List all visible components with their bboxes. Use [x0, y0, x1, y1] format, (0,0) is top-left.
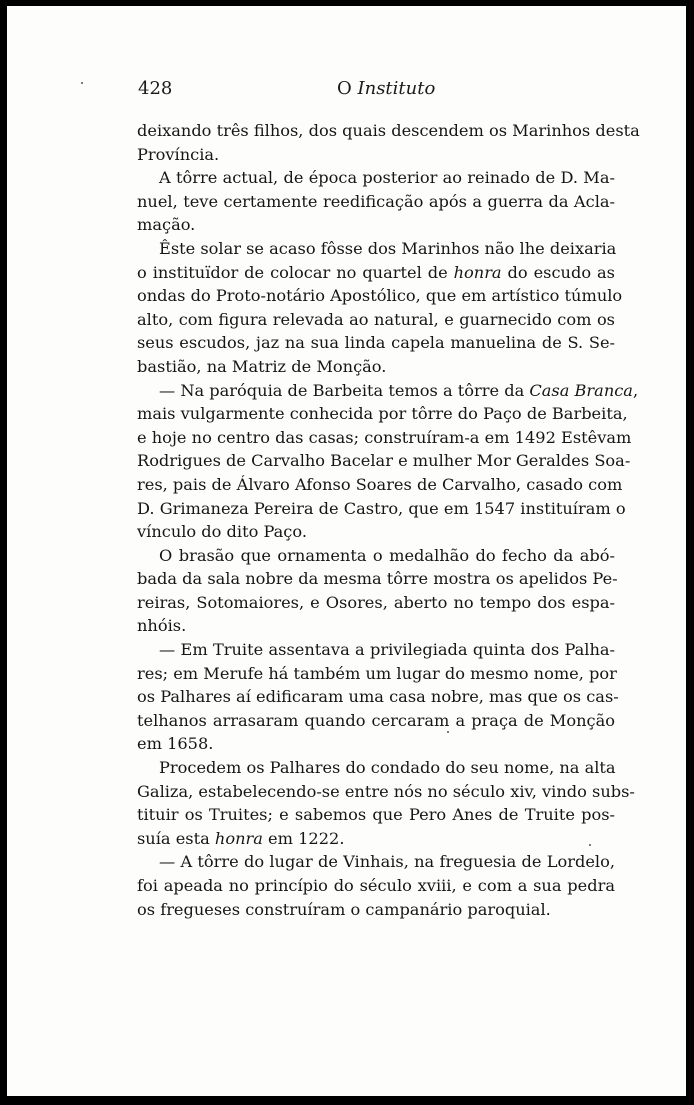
- paragraph: [137, 119, 640, 166]
- text-line: suía esta honra em 1222.: [137, 828, 345, 848]
- text-line: foi apeada no princípio do século xviii, e com a sua pedra: [137, 876, 615, 895]
- text-line: nhóis.: [137, 616, 187, 636]
- text-line: alto, com figura relevada ao natural, e guarnecido com os: [137, 309, 615, 329]
- page-header: [7, 78, 686, 106]
- text-line: — Na paróquia de Barbeita temos a tôrre da Casa Branca,: [159, 380, 639, 400]
- paragraph: [137, 756, 635, 850]
- paragraph: [137, 544, 618, 638]
- body-text: [137, 119, 640, 921]
- text-line: os Palhares aí edificaram uma casa nobre, mas que os cas-: [137, 687, 619, 707]
- text-line: Procedem os Palhares do condado do seu nome, na alta: [159, 758, 616, 778]
- scan-speck: [589, 844, 591, 846]
- text-line: deixando três filhos, dos quais descendem os Marinhos desta: [137, 121, 640, 140]
- text-line: reiras, Sotomaiores, e Osores, aberto no tempo dos espa-: [137, 592, 615, 612]
- text-line: telhanos arrasaram quando cercaram a praça de Monção: [137, 710, 615, 730]
- text-line: — A tôrre do lugar de Vinhais, na freguesia de Lordelo,: [159, 852, 615, 872]
- text-line: A tôrre actual, de época posterior ao reinado de D. Ma-: [159, 168, 615, 188]
- document-page: [7, 6, 686, 1096]
- text-line: em 1658.: [137, 734, 214, 754]
- paragraph: [137, 379, 639, 544]
- text-line: mais vulgarmente conhecida por tôrre do Paço de Barbeita,: [137, 404, 628, 424]
- text-line: res, pais de Álvaro Afonso Soares de Carvalho, casado com: [137, 474, 623, 494]
- text-line: bastião, na Matriz de Monção.: [137, 356, 387, 376]
- text-line: Rodrigues de Carvalho Bacelar e mulher Mor Geraldes Soa-: [137, 451, 631, 471]
- text-line: O brasão que ornamenta o medalhão do fecho da abó-: [159, 545, 615, 565]
- text-line: Galiza, estabelecendo-se entre nós no século xiv, vindo subs-: [137, 781, 635, 801]
- paragraph: [137, 850, 615, 921]
- text-line: seus escudos, jaz na sua linda capela manuelina de S. Se-: [137, 333, 615, 353]
- paragraph: [137, 638, 619, 756]
- paragraph: [137, 166, 615, 237]
- text-line: — Em Truite assentava a privilegiada quinta dos Palha-: [159, 640, 615, 660]
- text-line: Província.: [137, 144, 220, 164]
- running-title: O Instituto: [337, 78, 436, 99]
- text-line: o instituïdor de colocar no quartel de honra do escudo as: [137, 262, 615, 282]
- text-line: nuel, teve certamente reedificação após a guerra da Acla-: [137, 191, 615, 211]
- scan-speck: [447, 731, 449, 733]
- text-line: Êste solar se acaso fôsse dos Marinhos não lhe deixaria: [159, 238, 617, 258]
- text-line: mação.: [137, 215, 196, 235]
- text-line: os fregueses construíram o campanário paroquial.: [137, 899, 551, 919]
- text-line: res; em Merufe há também um lugar do mesmo nome, por: [137, 663, 617, 683]
- page-number: 428: [138, 78, 173, 99]
- text-line: vínculo do dito Paço.: [137, 522, 307, 542]
- text-line: D. Grimaneza Pereira de Castro, que em 1547 instituíram o: [137, 498, 626, 518]
- text-line: tituir os Truites; e sabemos que Pero Anes de Truite pos-: [137, 805, 615, 825]
- scan-speck: [81, 82, 83, 84]
- text-line: bada da sala nobre da mesma tôrre mostra os apelidos Pe-: [137, 569, 618, 589]
- text-line: e hoje no centro das casas; construíram-a em 1492 Estêvam: [137, 427, 632, 447]
- paragraph: [137, 237, 623, 379]
- text-line: ondas do Proto-notário Apostólico, que em artístico túmulo: [137, 286, 623, 306]
